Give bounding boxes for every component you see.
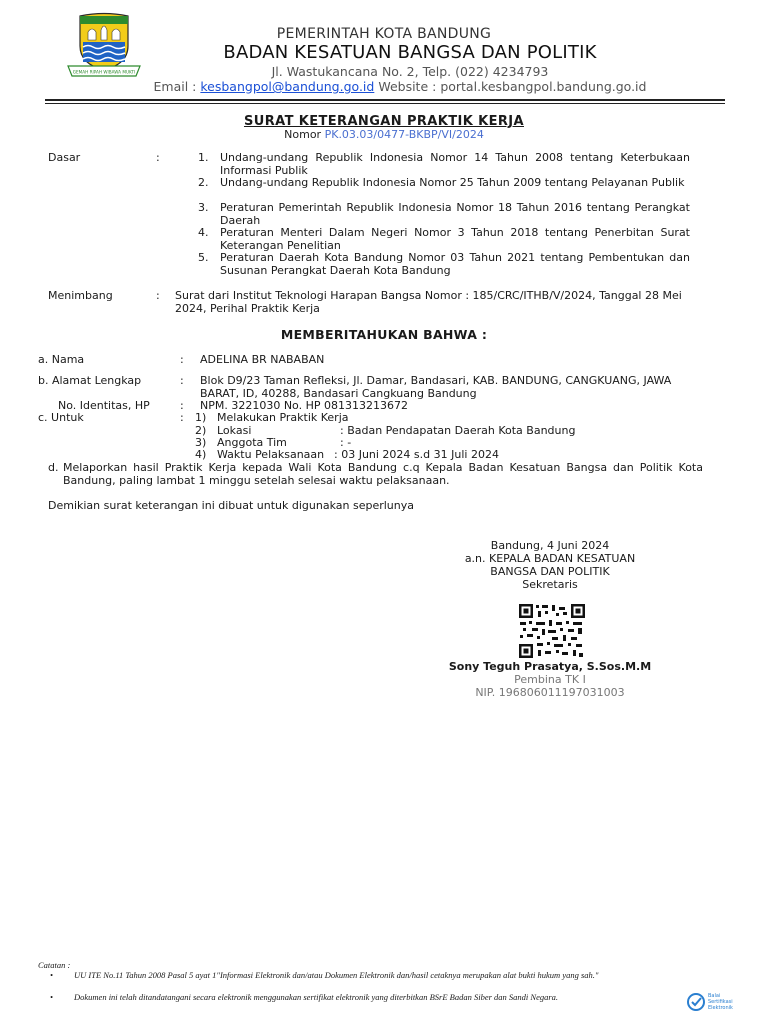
document-number-line — [0, 128, 768, 141]
identitas-colon: : — [180, 399, 184, 412]
bsre-logo-icon — [686, 990, 706, 1014]
note-bullet-1: • — [50, 970, 53, 980]
report-text: Melaporkan hasil Praktik Kerja kepada Wali Kota Bandung c.q Kepala Badan Kesatuan Bangsa dan Politik Kota Bandung, paling lambat 1 minggu setelah selesai waktu pelaksanaan. — [63, 461, 703, 487]
bsre-line-3: Elektronik — [708, 1005, 733, 1011]
signer-rank: Pembina TK I — [514, 673, 586, 686]
untuk-num-3: 3) — [195, 436, 207, 449]
untuk-num-4: 4) — [195, 448, 207, 461]
untuk-item-2-label: Lokasi — [217, 424, 252, 437]
signer-name: Sony Teguh Prasatya, S.Sos.M.M — [448, 660, 652, 673]
alamat-label: b. Alamat Lengkap — [38, 374, 142, 387]
dasar-num-1: 1. — [198, 151, 209, 164]
note-item-2: Dokumen ini telah ditandatangani secara elektronik menggunakan sertifikat elektronik yang diterbitkan BSrE Badan Siber dan Sandi Negara. — [74, 992, 559, 1002]
website-label: Website : — [378, 79, 437, 94]
untuk-item-4-value: : 03 Juni 2024 s.d 31 Juli 2024 — [334, 448, 499, 461]
dasar-item-2: Undang-undang Republik Indonesia Nomor 25 Tahun 2009 tentang Pelayanan Publik — [220, 176, 685, 189]
untuk-item-4-label: Waktu Pelaksanaan — [217, 448, 325, 461]
untuk-item-3-value: : - — [340, 436, 352, 449]
nama-value: ADELINA BR NABABAN — [200, 353, 325, 366]
menimbang-colon: : — [156, 289, 160, 302]
logo-motto: GEMAH RIPAH WIBAWA MUKTI — [72, 69, 136, 75]
qr-code — [518, 603, 586, 659]
nama-label: a. Nama — [38, 353, 85, 366]
untuk-item-3-label: Anggota Tim — [217, 436, 287, 449]
announcement-heading: MEMBERITAHUKAN BAHWA : — [280, 327, 488, 342]
menimbang-text: Surat dari Institut Teknologi Harapan Bangsa Nomor : 185/CRC/ITHB/V/2024, Tanggal 28 Mei 2024, Perihal Praktik Kerja — [175, 289, 682, 315]
report-label: d. — [48, 461, 59, 474]
dasar-label: Dasar — [48, 151, 81, 164]
bsre-line-1: Balai — [708, 993, 721, 999]
signature-line-2: BANGSA DAN POLITIK — [490, 565, 610, 578]
dasar-colon: : — [156, 151, 160, 164]
untuk-num-1: 1) — [195, 411, 207, 424]
agency-name: BADAN KESATUAN BANGSA DAN POLITIK — [223, 42, 597, 63]
untuk-colon: : — [180, 411, 184, 424]
website-text: portal.kesbangpol.bandung.go.id — [440, 79, 647, 94]
signature-place-date: Bandung, 4 Juni 2024 — [490, 539, 610, 552]
closing-statement: Demikian surat keterangan ini dibuat untuk digunakan seperlunya — [48, 499, 415, 512]
dasar-item-4: Peraturan Menteri Dalam Negeri Nomor 3 Tahun 2018 tentang Penerbitan Surat Keterangan Penelitian — [220, 226, 690, 252]
email-link[interactable]: kesbangpol@bandung.go.id — [200, 79, 375, 94]
dasar-item-3: Peraturan Pemerintah Republik Indonesia Nomor 18 Tahun 2016 tentang Perangkat Daerah — [220, 201, 690, 227]
untuk-label: c. Untuk — [38, 411, 84, 424]
dasar-item-1: Undang-undang Republik Indonesia Nomor 14 Tahun 2008 tentang Keterbukaan Informasi Publik — [220, 151, 690, 177]
signer-nip: NIP. 196806011197031003 — [475, 686, 625, 699]
identitas-label: No. Identitas, HP — [58, 399, 150, 412]
email-label: Email : — [153, 79, 197, 94]
alamat-colon: : — [180, 374, 184, 387]
dasar-num-2: 2. — [198, 176, 209, 189]
notes-title: Catatan : — [38, 960, 71, 970]
header-divider-thick — [45, 99, 725, 101]
menimbang-label: Menimbang — [48, 289, 113, 302]
contact-line — [100, 79, 700, 94]
document-number: PK.03.03/0477-BKBP/VI/2024 — [324, 128, 484, 141]
bsre-label — [708, 993, 733, 1011]
note-bullet-2: • — [50, 992, 53, 1002]
number-label: Nomor — [284, 128, 322, 141]
signature-role: Sekretaris — [522, 578, 578, 591]
untuk-item-1: Melakukan Praktik Kerja — [217, 411, 349, 424]
identitas-value: NPM. 3221030 No. HP 081313213672 — [200, 399, 408, 412]
dasar-num-3: 3. — [198, 201, 209, 214]
dasar-item-5: Peraturan Daerah Kota Bandung Nomor 03 Tahun 2021 tentang Pembentukan dan Susunan Perangkat Daerah Kota Bandung — [220, 251, 690, 277]
government-name: PEMERINTAH KOTA BANDUNG — [276, 26, 492, 42]
bsre-line-2: Sertifikasi — [708, 999, 733, 1005]
untuk-num-2: 2) — [195, 424, 207, 437]
signature-line-1: a.n. KEPALA BADAN KESATUAN — [464, 552, 636, 565]
agency-address: Jl. Wastukancana No. 2, Telp. (022) 4234793 — [271, 64, 549, 79]
header-divider-thin — [45, 103, 725, 104]
dasar-num-4: 4. — [198, 226, 209, 239]
note-item-1: UU ITE No.11 Tahun 2008 Pasal 5 ayat 1"Informasi Elektronik dan/atau Dokumen Elektronik dan/hasil cetaknya merupakan alat bukti hukum yang sah." — [74, 970, 599, 980]
alamat-value: Blok D9/23 Taman Refleksi, Jl. Damar, Bandasari, KAB. BANDUNG, CANGKUANG, JAWA BARAT, ID, 40288, Bandasari Cangkuang Bandung — [200, 374, 672, 400]
dasar-num-5: 5. — [198, 251, 209, 264]
untuk-item-2-value: : Badan Pendapatan Daerah Kota Bandung — [340, 424, 576, 437]
nama-colon: : — [180, 353, 184, 366]
document-title: SURAT KETERANGAN PRAKTIK KERJA — [243, 114, 524, 129]
